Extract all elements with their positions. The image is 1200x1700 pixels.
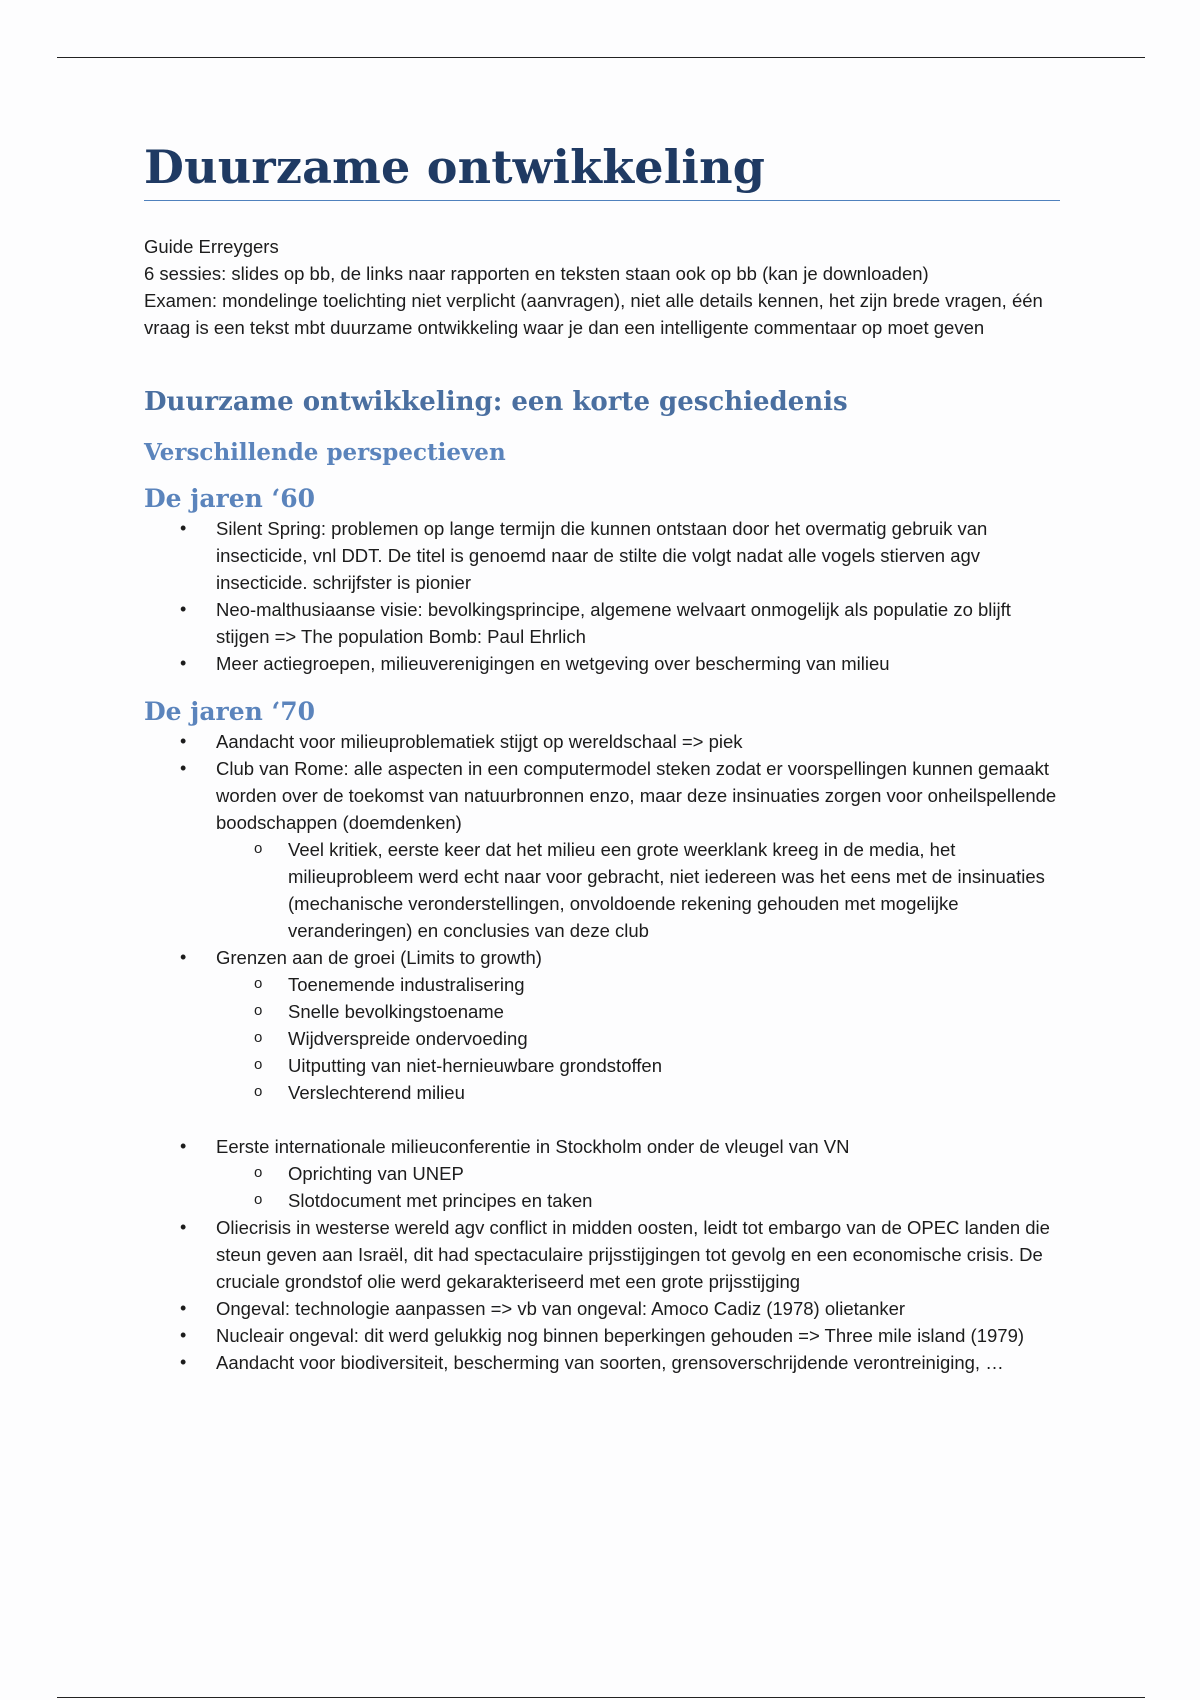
- list-item-text: Grenzen aan de groei (Limits to growth): [216, 947, 542, 968]
- intro-block: [144, 233, 1060, 341]
- list-item: • Neo-malthusiaanse visie: bevolkingsprincipe, algemene welvaart onmogelijk als populatie zo blijft stijgen => The population Bomb: Paul Ehrlich: [144, 596, 1060, 650]
- era-70-list: [144, 728, 1060, 1376]
- list-item: [144, 944, 1060, 1133]
- list-item: [144, 1214, 1060, 1295]
- list-item: [144, 1322, 1060, 1349]
- era-60-heading: De jaren ‘60: [144, 484, 315, 513]
- sub-list-item: o Slotdocument met principes en taken: [216, 1187, 1060, 1214]
- list-item-text: Ongeval: technologie aanpassen => vb van ongeval: Amoco Cadiz (1978) olietanker: [216, 1298, 906, 1319]
- era-70-heading: De jaren ‘70: [144, 697, 315, 726]
- sub-list: [216, 1160, 1060, 1214]
- document-title: Duurzame ontwikkeling: [144, 140, 1060, 201]
- list-item: [144, 1133, 1060, 1214]
- footer-rule: [57, 1697, 1145, 1698]
- list-item: [144, 1349, 1060, 1376]
- era-60-list: [144, 515, 1060, 677]
- sub-list-item: o Verslechterend milieu: [216, 1079, 1060, 1106]
- list-item-text: Nucleair ongeval: dit werd gelukkig nog binnen beperkingen gehouden => Three mile island (1979): [216, 1325, 1025, 1346]
- intro-author: Guide Erreygers: [144, 236, 279, 257]
- spacer: [216, 1106, 1060, 1133]
- sub-list-item: o Wijdverspreide ondervoeding: [216, 1025, 1060, 1052]
- list-item: [144, 728, 1060, 755]
- list-item: [144, 755, 1060, 944]
- list-item-text: Eerste internationale milieuconferentie in Stockholm onder de vleugel van VN: [216, 1136, 850, 1157]
- header-rule: [57, 57, 1145, 58]
- sub-list: [216, 971, 1060, 1106]
- list-item-text: Aandacht voor biodiversiteit, bescherming van soorten, grensoverschrijdende verontreiniging, …: [216, 1352, 1004, 1373]
- sub-list-item: o Snelle bevolkingstoename: [216, 998, 1060, 1025]
- section-heading: Duurzame ontwikkeling: een korte geschiedenis: [144, 387, 848, 417]
- list-item-text: Aandacht voor milieuproblematiek stijgt op wereldschaal => piek: [216, 731, 743, 752]
- sub-list-item: o Uitputting van niet-hernieuwbare grondstoffen: [216, 1052, 1060, 1079]
- sub-list-item: o Veel kritiek, eerste keer dat het milieu een grote weerklank kreeg in de media, het milieuprobleem werd echt naar voor gebracht, niet iedereen was het eens met de insinuaties (mechanische veronderstellingen, onvoldoende rekening gehouden met mogelijke veranderingen) en conclusies van deze club: [216, 836, 1060, 944]
- sub-list-item: o Toenemende industralisering: [216, 971, 1060, 998]
- list-item: • Meer actiegroepen, milieuverenigingen en wetgeving over bescherming van milieu: [144, 650, 1060, 677]
- list-item-text: Club van Rome: alle aspecten in een computermodel steken zodat er voorspellingen kunnen gemaakt worden over de toekomst van natuurbronnen enzo, maar deze insinuaties zorgen voor onheilspellende boodschappen (doemdenken): [216, 758, 1057, 833]
- intro-exam: Examen: mondelinge toelichting niet verplicht (aanvragen), niet alle details kennen, het zijn brede vragen, één vraag is een tekst mbt duurzame ontwikkeling waar je dan een intelligente commentaar op moet geven: [144, 290, 1043, 338]
- list-item-text: Oliecrisis in westerse wereld agv conflict in midden oosten, leidt tot embargo van de OPEC landen die steun geven aan Israël, dit had spectaculaire prijsstijgingen tot gevolg en een economische crisis. De cruciale grondstof olie werd gekarakteriseerd met een grote prijsstijging: [216, 1217, 1050, 1292]
- intro-sessions: 6 sessies: slides op bb, de links naar rapporten en teksten staan ook op bb (kan je downloaden): [144, 263, 929, 284]
- sub-list-item: o Oprichting van UNEP: [216, 1160, 1060, 1187]
- subheading: Verschillende perspectieven: [144, 439, 506, 466]
- sub-list: [216, 836, 1060, 944]
- document-page: [144, 140, 1060, 1376]
- list-item: [144, 1295, 1060, 1322]
- list-item: • Silent Spring: problemen op lange termijn die kunnen ontstaan door het overmatig gebruik van insecticide, vnl DDT. De titel is genoemd naar de stilte die volgt nadat alle vogels stierven agv insecticide. schrijfster is pionier: [144, 515, 1060, 596]
